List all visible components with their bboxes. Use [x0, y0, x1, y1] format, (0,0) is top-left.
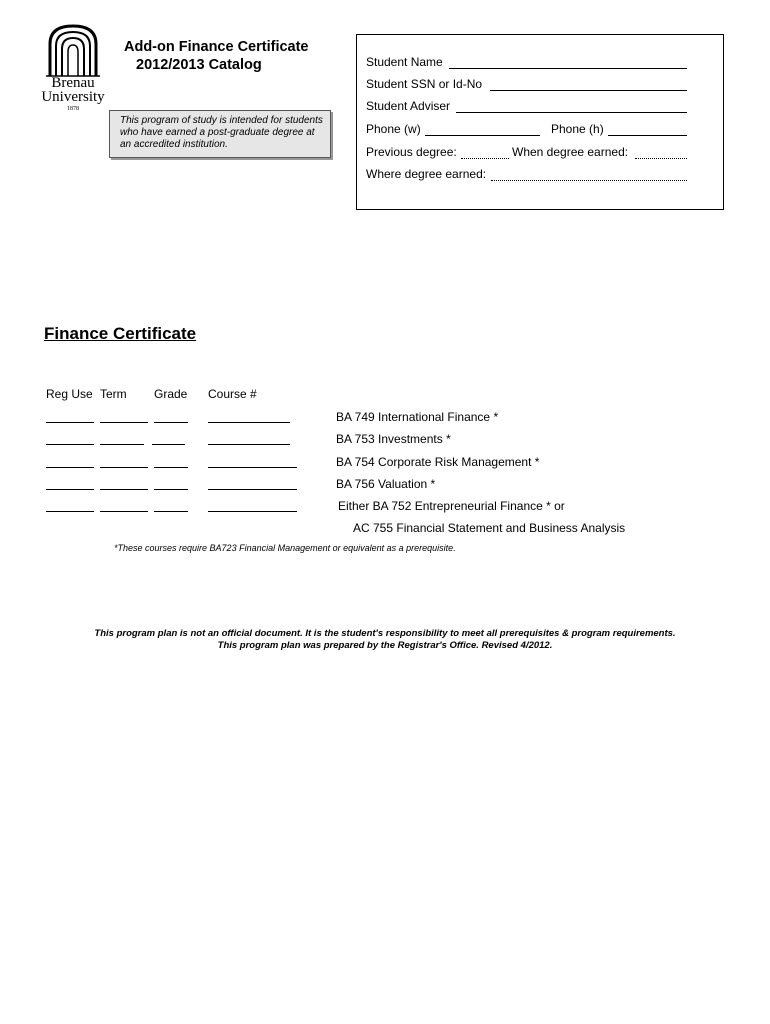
- grade-field[interactable]: [154, 422, 188, 423]
- student-name-field[interactable]: [449, 68, 687, 69]
- when-earned-label: When degree earned:: [512, 145, 629, 159]
- section-title: Finance Certificate: [44, 324, 197, 343]
- course-no-field[interactable]: [208, 444, 290, 445]
- course-item: AC 755 Financial Statement and Business Analysis: [353, 521, 626, 535]
- reg-use-field[interactable]: [46, 489, 94, 490]
- header-term: Term: [100, 387, 127, 401]
- reg-use-field[interactable]: [46, 422, 94, 423]
- course-no-field[interactable]: [208, 489, 297, 490]
- footer-line1: This program plan is not an official document. It is the student's responsibility to meet all prerequisites & program requirements.: [94, 628, 676, 639]
- course-no-field[interactable]: [208, 422, 290, 423]
- footer-line2: This program plan was prepared by the Registrar's Office. Revised 4/2012.: [217, 640, 553, 651]
- reg-use-field[interactable]: [46, 511, 94, 512]
- grade-field[interactable]: [152, 444, 185, 445]
- student-adviser-field[interactable]: [456, 112, 687, 113]
- course-no-field[interactable]: [208, 511, 297, 512]
- student-info-box: [356, 34, 724, 210]
- term-field[interactable]: [100, 511, 148, 512]
- grade-field[interactable]: [154, 467, 188, 468]
- course-item: Either BA 752 Entrepreneurial Finance * or: [338, 499, 565, 513]
- founding-year: 1878: [67, 106, 79, 112]
- phone-work-label: Phone (w): [366, 122, 421, 136]
- university-name: [40, 76, 106, 104]
- where-earned-label: Where degree earned:: [366, 167, 487, 181]
- university-name-line1: Brenau: [51, 75, 95, 91]
- student-ssn-field[interactable]: [490, 90, 687, 91]
- term-field[interactable]: [100, 444, 144, 445]
- previous-degree-field[interactable]: [461, 158, 509, 159]
- grade-field[interactable]: [154, 511, 188, 512]
- program-intro-box: This program of study is intended for students who have earned a post-graduate degree at an accredited institution.: [109, 110, 331, 158]
- prerequisite-note: *These courses require BA723 Financial Management or equivalent as a prerequisite.: [114, 543, 456, 553]
- reg-use-field[interactable]: [46, 444, 94, 445]
- term-field[interactable]: [100, 422, 148, 423]
- student-adviser-label: Student Adviser: [366, 99, 451, 113]
- title-line2: 2012/2013 Catalog: [136, 57, 262, 73]
- previous-degree-label: Previous degree:: [366, 145, 457, 159]
- course-item: BA 753 Investments *: [336, 432, 451, 446]
- header-course-no: Course #: [208, 387, 257, 401]
- where-earned-field[interactable]: [491, 180, 687, 181]
- footer-disclaimer: [0, 628, 770, 652]
- term-field[interactable]: [100, 489, 148, 490]
- header-reg-use: Reg Use: [46, 387, 93, 401]
- student-ssn-label: Student SSN or Id-No: [366, 77, 483, 91]
- phone-home-field[interactable]: [608, 135, 687, 136]
- title-line1: Add-on Finance Certificate: [124, 39, 309, 55]
- student-name-label: Student Name: [366, 55, 443, 69]
- course-no-field[interactable]: [208, 467, 297, 468]
- course-item: BA 754 Corporate Risk Management *: [336, 455, 540, 469]
- page-title: [124, 38, 309, 74]
- phone-home-label: Phone (h): [551, 122, 604, 136]
- course-item: BA 749 International Finance *: [336, 410, 499, 424]
- arch-emblem-icon: [40, 22, 106, 78]
- term-field[interactable]: [100, 467, 148, 468]
- header-grade: Grade: [154, 387, 188, 401]
- phone-work-field[interactable]: [425, 135, 540, 136]
- reg-use-field[interactable]: [46, 467, 94, 468]
- university-name-line2: University: [41, 89, 105, 105]
- grade-field[interactable]: [154, 489, 188, 490]
- course-item: BA 756 Valuation *: [336, 477, 436, 491]
- when-earned-field[interactable]: [635, 158, 687, 159]
